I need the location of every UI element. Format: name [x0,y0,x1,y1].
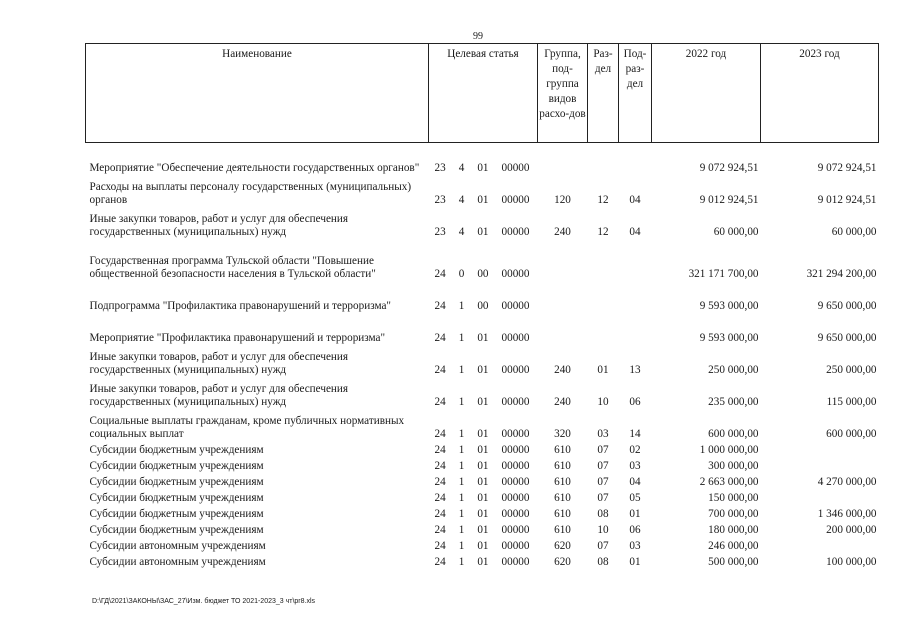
code-program: 24 [434,507,446,520]
code-program: 24 [434,475,446,488]
table-row [86,505,879,521]
code-program: 24 [434,443,446,456]
row-target-code [429,521,538,537]
code-event: 01 [477,427,489,440]
row-group: 240 [554,395,571,408]
row-target-code [429,175,538,207]
row-section: 07 [597,459,609,472]
header-name: Наименование [86,44,429,143]
table-row [86,409,879,441]
code-program: 24 [434,555,446,568]
code-program: 24 [434,267,446,280]
row-value-2023: 250 000,00 [826,363,877,376]
code-event: 01 [477,523,489,536]
code-subprogram: 0 [458,267,465,280]
code-program: 24 [434,523,446,536]
row-name: Субсидии бюджетным учреждениям [89,523,264,536]
code-subprogram: 4 [458,161,465,174]
row-target-code [429,345,538,377]
row-target-code [429,143,538,175]
row-value-2023: 9 012 924,51 [817,193,877,206]
code-subprogram: 1 [458,299,465,312]
row-section [588,281,619,313]
row-section: 12 [597,193,609,206]
header-2022: 2022 год [652,44,761,143]
row-target-code [429,377,538,409]
row-value-2022: 180 000,00 [708,523,759,536]
code-direction: 00000 [501,491,530,504]
row-group: 610 [554,491,571,504]
code-event: 01 [477,443,489,456]
table-row [86,281,879,313]
code-program: 24 [434,459,446,472]
code-direction: 00000 [501,459,530,472]
row-value-2022: 9 593 000,00 [699,331,759,344]
row-value-2022: 1 000 000,00 [699,443,759,456]
code-direction: 00000 [501,443,530,456]
code-program: 23 [434,193,446,206]
row-subsection: 06 [629,523,641,536]
row-section: 07 [597,475,609,488]
row-section: 08 [597,507,609,520]
header-code: Целевая статья [429,44,538,143]
table-row [86,489,879,505]
row-section: 12 [597,225,609,238]
code-subprogram: 1 [458,459,465,472]
row-value-2022: 600 000,00 [708,427,759,440]
code-subprogram: 1 [458,427,465,440]
row-target-code [429,313,538,345]
row-value-2023: 4 270 000,00 [817,475,877,488]
row-group [538,313,588,345]
budget-table [85,43,879,569]
row-subsection: 03 [629,539,641,552]
table-row [86,345,879,377]
row-value-2022: 246 000,00 [708,539,759,552]
code-program: 23 [434,225,446,238]
row-group: 620 [554,539,571,552]
code-subprogram: 1 [458,491,465,504]
table-row [86,377,879,409]
row-target-code [429,537,538,553]
code-subprogram: 1 [458,523,465,536]
row-name: Иные закупки товаров, работ и услуг для обеспечения государственных (муниципальных) нужд [89,212,349,238]
row-section: 10 [597,395,609,408]
code-subprogram: 1 [458,331,465,344]
row-name: Субсидии бюджетным учреждениям [89,459,264,472]
code-direction: 00000 [501,555,530,568]
code-event: 01 [477,491,489,504]
row-value-2022: 700 000,00 [708,507,759,520]
row-group [538,239,588,281]
table-row [86,239,879,281]
code-subprogram: 1 [458,507,465,520]
row-section [588,313,619,345]
row-section: 07 [597,539,609,552]
row-name: Иные закупки товаров, работ и услуг для обеспечения государственных (муниципальных) нужд [89,350,349,376]
row-subsection: 05 [629,491,641,504]
table-row [86,553,879,569]
row-value-2023 [761,489,879,505]
row-name: Субсидии бюджетным учреждениям [89,475,264,488]
table-row [86,457,879,473]
code-direction: 00000 [501,299,530,312]
code-direction: 00000 [501,363,530,376]
table-row [86,313,879,345]
row-value-2023: 9 650 000,00 [817,331,877,344]
row-value-2022: 321 171 700,00 [688,267,759,280]
code-event: 01 [477,555,489,568]
row-value-2023: 1 346 000,00 [817,507,877,520]
code-program: 24 [434,395,446,408]
row-value-2023: 100 000,00 [826,555,877,568]
row-name: Государственная программа Тульской области "Повышение общественной безопасности населения в Тульской области" [89,254,376,280]
row-group: 240 [554,225,571,238]
code-program: 24 [434,299,446,312]
row-value-2023 [761,441,879,457]
row-name: Субсидии автономным учреждениям [89,555,266,568]
row-target-code [429,409,538,441]
row-value-2023: 9 650 000,00 [817,299,877,312]
row-value-2022: 9 012 924,51 [699,193,759,206]
row-section [588,143,619,175]
row-value-2023 [761,537,879,553]
row-group: 610 [554,507,571,520]
code-direction: 00000 [501,331,530,344]
row-subsection [619,143,652,175]
code-subprogram: 1 [458,555,465,568]
table-row [86,441,879,457]
row-section: 01 [597,363,609,376]
table-row [86,521,879,537]
row-group: 610 [554,523,571,536]
code-event: 01 [477,161,489,174]
row-subsection [619,239,652,281]
table-row [86,143,879,175]
row-value-2023 [761,457,879,473]
row-value-2022: 235 000,00 [708,395,759,408]
row-value-2023: 200 000,00 [826,523,877,536]
row-group: 620 [554,555,571,568]
table-row [86,175,879,207]
table-row [86,537,879,553]
row-group: 320 [554,427,571,440]
row-target-code [429,457,538,473]
row-value-2022: 300 000,00 [708,459,759,472]
code-direction: 00000 [501,225,530,238]
row-name: Социальные выплаты гражданам, кроме публичных нормативных социальных выплат [89,414,405,440]
code-subprogram: 1 [458,395,465,408]
code-event: 00 [477,267,489,280]
code-program: 24 [434,331,446,344]
row-subsection [619,281,652,313]
row-group: 610 [554,443,571,456]
row-subsection: 01 [629,555,641,568]
row-subsection: 04 [629,225,641,238]
code-direction: 00000 [501,539,530,552]
code-direction: 00000 [501,267,530,280]
row-group: 120 [554,193,571,206]
row-value-2022: 9 593 000,00 [699,299,759,312]
row-name: Иные закупки товаров, работ и услуг для обеспечения государственных (муниципальных) нужд [89,382,349,408]
row-target-code [429,207,538,239]
row-name: Расходы на выплаты персоналу государственных (муниципальных) органов [89,180,412,206]
row-subsection [619,313,652,345]
header-subsection: Под-раз-дел [619,44,652,143]
code-direction: 00000 [501,523,530,536]
row-name: Субсидии бюджетным учреждениям [89,507,264,520]
row-subsection: 13 [629,363,641,376]
code-subprogram: 1 [458,475,465,488]
row-target-code [429,441,538,457]
row-section: 03 [597,427,609,440]
row-target-code [429,505,538,521]
code-direction: 00000 [501,395,530,408]
row-name: Субсидии бюджетным учреждениям [89,491,264,504]
row-subsection: 14 [629,427,641,440]
code-event: 01 [477,507,489,520]
code-direction: 00000 [501,507,530,520]
header-group: Группа, под-группа видов расхо-дов [538,44,588,143]
code-program: 24 [434,491,446,504]
code-subprogram: 4 [458,225,465,238]
row-value-2023: 115 000,00 [826,395,877,408]
code-event: 01 [477,539,489,552]
row-value-2022: 9 072 924,51 [699,161,759,174]
row-name: Субсидии автономным учреждениям [89,539,266,552]
page-number: 99 [473,31,483,42]
code-subprogram: 1 [458,539,465,552]
code-program: 24 [434,539,446,552]
row-section: 08 [597,555,609,568]
row-target-code [429,473,538,489]
code-event: 01 [477,363,489,376]
table-header-row [86,44,879,143]
row-name: Субсидии бюджетным учреждениям [89,443,264,456]
row-subsection: 04 [629,193,641,206]
row-subsection: 04 [629,475,641,488]
table-row [86,473,879,489]
row-target-code [429,281,538,313]
row-value-2023: 321 294 200,00 [806,267,877,280]
code-direction: 00000 [501,193,530,206]
row-value-2023: 9 072 924,51 [817,161,877,174]
row-group: 240 [554,363,571,376]
code-event: 01 [477,459,489,472]
code-event: 01 [477,331,489,344]
row-value-2022: 250 000,00 [708,363,759,376]
row-group [538,143,588,175]
row-value-2023: 60 000,00 [831,225,877,238]
row-target-code [429,553,538,569]
row-subsection: 03 [629,459,641,472]
code-event: 00 [477,299,489,312]
code-event: 01 [477,193,489,206]
row-target-code [429,489,538,505]
row-section [588,239,619,281]
code-program: 24 [434,363,446,376]
row-value-2023: 600 000,00 [826,427,877,440]
row-subsection: 02 [629,443,641,456]
row-name: Мероприятие "Обеспечение деятельности государственных органов" [89,161,420,174]
code-subprogram: 1 [458,363,465,376]
row-name: Подпрограмма "Профилактика правонарушений и терроризма" [89,299,391,312]
row-name: Мероприятие "Профилактика правонарушений и терроризма" [89,331,386,344]
table-row [86,207,879,239]
code-event: 01 [477,475,489,488]
code-direction: 00000 [501,475,530,488]
header-section: Раз-дел [588,44,619,143]
row-target-code [429,239,538,281]
row-value-2022: 150 000,00 [708,491,759,504]
row-section: 10 [597,523,609,536]
row-subsection: 01 [629,507,641,520]
code-event: 01 [477,395,489,408]
code-subprogram: 1 [458,443,465,456]
row-value-2022: 2 663 000,00 [699,475,759,488]
code-direction: 00000 [501,161,530,174]
header-2023: 2023 год [761,44,879,143]
row-value-2022: 60 000,00 [713,225,759,238]
row-value-2022: 500 000,00 [708,555,759,568]
code-direction: 00000 [501,427,530,440]
row-section: 07 [597,443,609,456]
row-subsection: 06 [629,395,641,408]
row-group: 610 [554,459,571,472]
row-group [538,281,588,313]
code-event: 01 [477,225,489,238]
code-program: 24 [434,427,446,440]
row-section: 07 [597,491,609,504]
row-group: 610 [554,475,571,488]
footer-file-path: D:\ГД\2021\ЗАКОНЫ\ЗАС_27\Изм. бюджет ТО 2021-2023_3 чт\pr8.xls [92,598,316,605]
code-program: 23 [434,161,446,174]
code-subprogram: 4 [458,193,465,206]
